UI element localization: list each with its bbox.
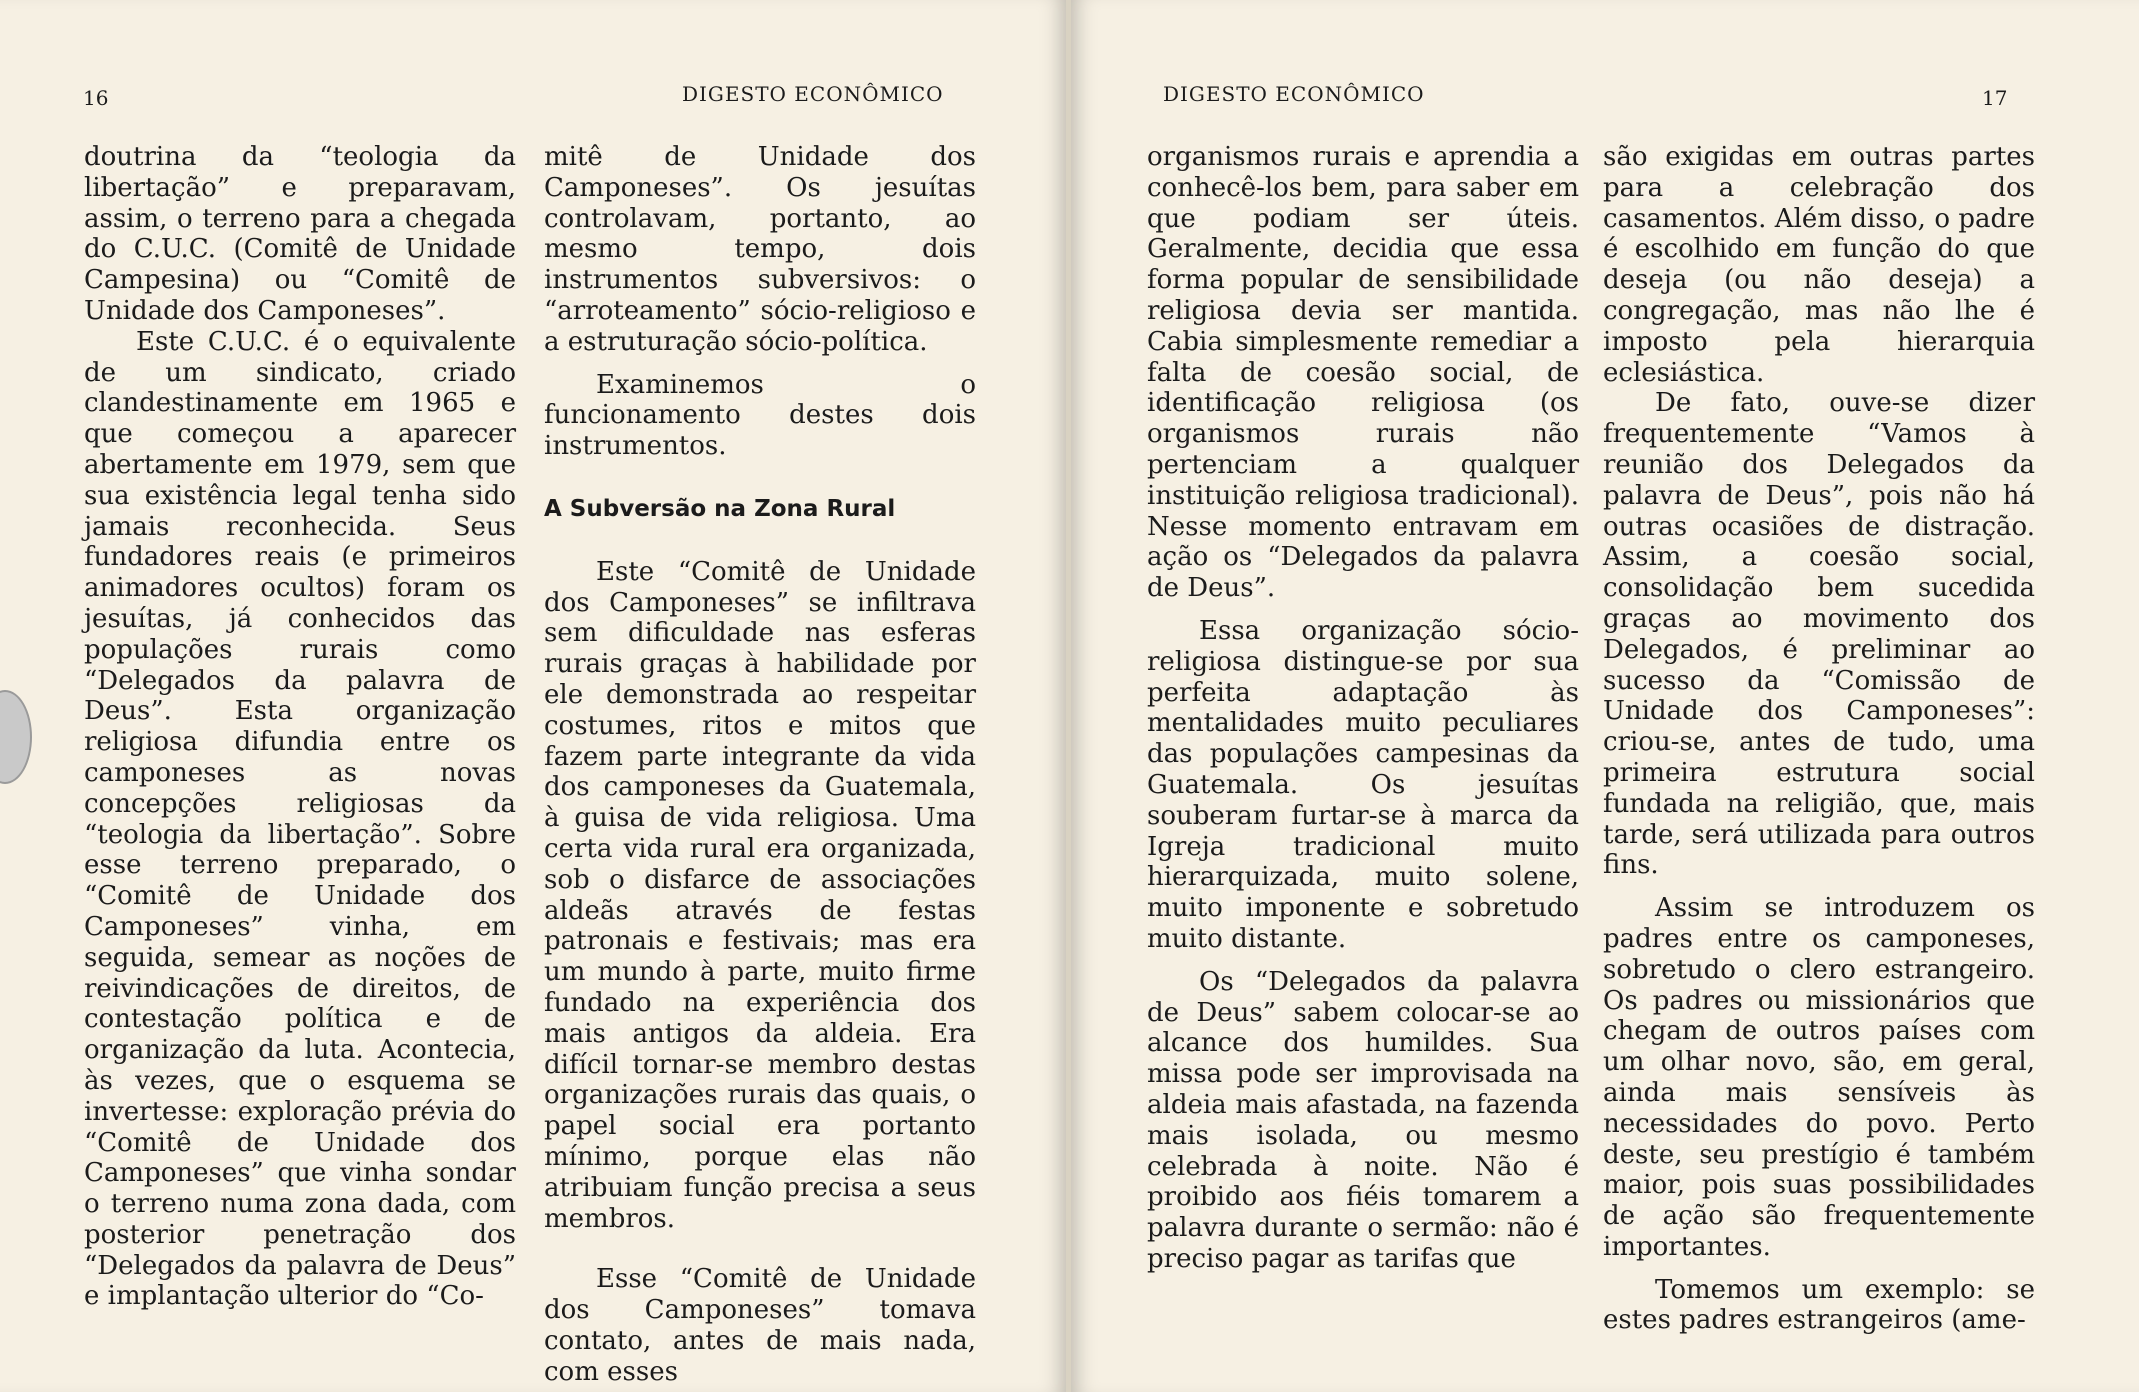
section-subheading: A Subversão na Zona Rural bbox=[544, 495, 896, 522]
paragraph: organismos rurais e aprendia a conhecê-los bem, para saber em que podiam ser úteis. Geralmente, decidia que essa forma popular de sensibilidade religiosa devia ser mantida. Cabia simplesmente remediar a falta de coesão social, de identificação religiosa (os organismos rurais não pertenciam a qualquer instituição religiosa tradicional). Nesse momento entravam em ação os “Delegados da palavra de Deus”. bbox=[1147, 142, 1579, 604]
paragraph: Os “Delegados da palavra de Deus” sabem colocar-se ao alcance dos humildes. Sua missa pode ser improvisada na aldeia mais afastada, na fazenda mais isolada, ou mesmo celebrada à noite. Não é proibido aos fiéis tomarem a palavra durante o sermão: não é preciso pagar as tarifas que bbox=[1147, 966, 1579, 1274]
paragraph: Essa organização sócio-religiosa distingue-se por sua perfeita adaptação às mentalidades muito peculiares das populações campesinas da Guatemala. Os jesuítas souberam furtar-se à marca da Igreja tradicional muito hierarquizada, muito solene, muito imponente e sobretudo muito distante. bbox=[1147, 615, 1579, 954]
paragraph: Esse “Comitê de Unidade dos Camponeses” tomava contato, antes de mais nada, com esses bbox=[544, 1264, 976, 1387]
paragraph: Examinemos o funcionamento destes dois instrumentos. bbox=[544, 369, 976, 462]
page-number-left: 16 bbox=[83, 86, 109, 110]
right-column-1 bbox=[1147, 142, 1579, 1275]
binder-hole bbox=[0, 690, 32, 784]
left-page bbox=[0, 0, 1066, 1392]
paragraph: doutrina da “teologia da libertação” e preparavam, assim, o terreno para a chegada do C.U.C. (Comitê de Unidade Campesina) ou “Comitê de Unidade dos Camponeses”. bbox=[84, 142, 516, 326]
page-number-right: 17 bbox=[1982, 86, 2008, 110]
paragraph: Tomemos um exemplo: se estes padres estrangeiros (ame- bbox=[1603, 1274, 2035, 1336]
paragraph: De fato, ouve-se dizer frequentemente “Vamos à reunião dos Delegados da palavra de Deus”, pois não há outras ocasiões de distração. Assim, a coesão social, consolidação bem sucedida graças ao movimento dos Delegados, é preliminar ao sucesso da “Comissão de Unidade dos Camponeses”: criou-se, antes de tudo, uma primeira estrutura social fundada na religião, que, mais tarde, será utilizada para outros fins. bbox=[1603, 388, 2035, 881]
paragraph: Este C.U.C. é o equivalente de um sindicato, criado clandestinamente em 1965 e que começou a aparecer abertamente em 1979, sem que sua existência legal tenha sido jamais reconhecida. Seus fundadores reais (e primeiros animadores ocultos) foram os jesuítas, já conhecidos das populações rurais como “Delegados da palavra de Deus”. Esta organização religiosa difundia entre os camponeses as novas concepções religiosas da “teologia da libertação”. Sobre esse terreno preparado, o “Comitê de Unidade dos Camponeses” vinha, em seguida, semear as noções de reivindicações de direitos, de contestação política e de organização da luta. Acontecia, às vezes, que o esquema se invertesse: exploração prévia do “Comitê de Unidade dos Camponeses” que vinha sondar o terreno numa zona dada, com posterior penetração dos “Delegados da palavra de Deus” e implantação ulterior do “Co- bbox=[84, 326, 516, 1312]
paragraph: Assim se introduzem os padres entre os camponeses, sobretudo o clero estrangeiro. Os padres ou missionários que chegam de outros países com um olhar novo, são, em geral, ainda mais sensíveis às necessidades do povo. Perto deste, seu prestígio é também maior, pois suas possibilidades de ação são frequentemente importantes. bbox=[1603, 893, 2035, 1262]
paragraph: mitê de Unidade dos Camponeses”. Os jesuítas controlavam, portanto, ao mesmo tempo, dois instrumentos subversivos: o “arroteamento” sócio-religioso e a estruturação sócio-política. bbox=[544, 142, 976, 357]
left-column-2 bbox=[544, 142, 976, 1387]
paragraph: são exigidas em outras partes para a celebração dos casamentos. Além disso, o padre é escolhido em função do que deseja (ou não deseja) a congregação, mas não lhe é imposto pela hierarquia eclesiástica. bbox=[1603, 142, 2035, 388]
running-header-left: DIGESTO ECONÔMICO bbox=[682, 82, 944, 106]
paragraph: Este “Comitê de Unidade dos Camponeses” se infiltrava sem dificuldade nas esferas rurais graças à habilidade por ele demonstrada ao respeitar costumes, ritos e mitos que fazem parte integrante da vida dos camponeses da Guatemala, à guisa de vida religiosa. Uma certa vida rural era organizada, sob o disfarce de associações aldeãs através de festas patronais e festivais; mas era um mundo à parte, muito firme fundado na experiência dos mais antigos da aldeia. Era difícil tornar-se membro destas organizações rurais das quais, o papel social era portanto mínimo, porque elas não atribuiam função precisa a seus membros. bbox=[544, 556, 976, 1234]
running-header-right: DIGESTO ECONÔMICO bbox=[1163, 82, 1425, 106]
right-page bbox=[1071, 0, 2139, 1392]
right-column-2 bbox=[1603, 142, 2035, 1336]
left-column-1 bbox=[84, 142, 516, 1312]
